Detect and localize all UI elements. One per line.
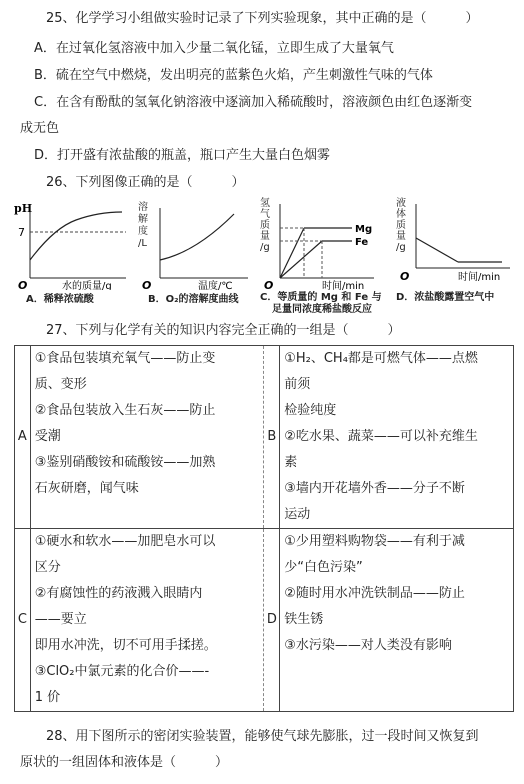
graph-a-ytick: 7: [18, 226, 25, 239]
graph-d-caption: D．浓盐酸露置空气中: [396, 292, 495, 303]
list-item: ②有腐蚀性的药液溅入眼睛内: [34, 586, 203, 601]
table-row: [15, 346, 514, 529]
q25-stem: 25、化学学习小组做实验时记录了下列实验现象，其中正确的是（ ）: [46, 11, 479, 26]
list-item: ②随时用水冲洗铁制品——防止: [284, 586, 465, 601]
list-item: ①H₂、CH₄都是可燃气体——点燃: [284, 351, 478, 366]
list-item: 检验纯度: [284, 403, 337, 418]
list-item: ①食品包装填充氧气——防止变: [34, 351, 216, 366]
graph-b-xlabel: 温度/℃: [198, 281, 233, 290]
list-item: ③鉴别硝酸铵和硫酸铵——加熟: [34, 455, 216, 470]
graph-d-ylabel: 液 体 质 量 /g: [396, 198, 406, 253]
graph-a: [14, 198, 134, 305]
graph-b-plot: [136, 198, 256, 290]
list-item: 受潮: [34, 429, 61, 444]
list-item: ③水污染——对人类没有影响: [284, 638, 452, 653]
list-item: 前须: [284, 377, 311, 392]
graph-d-xlabel: 时间/min: [458, 272, 501, 283]
q27-label-b: B: [264, 346, 280, 529]
graph-c-origin: O: [264, 279, 274, 290]
graph-a-xlabel: 水的质量/g: [62, 281, 112, 290]
graph-d-plot: [392, 198, 514, 290]
list-item: 铁生锈: [284, 612, 324, 627]
q27-label-c: C: [15, 529, 31, 712]
q27-label-d: D: [264, 529, 280, 712]
list-item: ②吃水果、蔬菜——可以补充维生: [284, 429, 478, 444]
table-row: [15, 529, 514, 712]
q25-option-d: D．打开盛有浓盐酸的瓶盖，瓶口产生大量白色烟雾: [34, 148, 331, 163]
graph-a-plot: [14, 198, 134, 290]
q28-line-1: 28、用下图所示的密闭实验装置，能够使气球先膨胀，过一段时间又恢复到: [46, 729, 479, 744]
list-item: ②食品包装放入生石灰——防止: [34, 403, 216, 418]
graph-c-ylabel: 氢 气 质 量 /g: [260, 198, 270, 253]
list-item: 即用水冲洗，切不可用手揉搓。: [34, 638, 217, 653]
list-item: 少“白色污染”: [284, 560, 363, 575]
q27-table: [14, 345, 514, 712]
graph-b-origin: O: [142, 279, 152, 290]
list-item: ③墙内开花墙外香——分子不断: [284, 481, 465, 496]
q26-stem: 26、下列图像正确的是（ ）: [46, 175, 245, 190]
q27-cell-b: [280, 346, 514, 529]
q25-option-b: B．硫在空气中燃烧，发出明亮的蓝紫色火焰，产生刺激性气味的气体: [34, 68, 433, 83]
q25-option-c: C．在含有酚酞的氢氧化钠溶液中逐滴加入稀硫酸时，溶液颜色由红色逐渐变: [34, 95, 473, 110]
list-item: ③ClO₂中氯元素的化合价——-: [34, 664, 210, 679]
graph-c-series-mg: Mg: [355, 224, 373, 235]
graph-c-caption-1: C．等质量的 Mg 和 Fe 与: [260, 292, 382, 303]
q27-stem: 27、下列与化学有关的知识内容完全正确的一组是（ ）: [46, 323, 401, 338]
list-item: 运动: [284, 507, 311, 522]
q25-option-a: A．在过氧化氢溶液中加入少量二氧化锰，立即生成了大量氧气: [34, 41, 394, 56]
graph-b-caption: B．O₂的溶解度曲线: [148, 294, 239, 305]
graph-c-plot: [256, 198, 386, 290]
graph-d: [392, 198, 514, 303]
graph-c: [256, 198, 386, 315]
list-item: 石灰研磨，闻气味: [34, 481, 139, 496]
list-item: ①少用塑料购物袋——有利于减: [284, 534, 465, 549]
q25-option-c-cont: 成无色: [20, 121, 60, 136]
list-item: 质、变形: [34, 377, 87, 392]
list-item: ①硬水和软水——加肥皂水可以: [34, 534, 216, 549]
graph-d-origin: O: [400, 270, 410, 283]
graph-c-xlabel: 时间/min: [322, 281, 365, 290]
q27-cell-d: [280, 529, 514, 712]
graph-b: [136, 198, 256, 305]
q27-cell-c: [30, 529, 264, 712]
q26-graphs: [14, 198, 514, 315]
q27-cell-a: [30, 346, 264, 529]
graph-a-ylabel: pH: [14, 202, 33, 215]
graph-a-origin: O: [18, 279, 28, 290]
q28-line-2: 原状的一组固体和液体是（ ）: [20, 755, 229, 770]
list-item: ——要立: [34, 612, 87, 627]
graph-b-ylabel: 溶 解 度 /L: [138, 202, 148, 249]
graph-c-series-fe: Fe: [355, 237, 369, 248]
graph-a-caption: A．稀释浓硫酸: [26, 294, 94, 305]
graph-c-caption-2: 足量同浓度稀盐酸反应: [272, 304, 372, 315]
list-item: 区分: [34, 560, 61, 575]
list-item: 1 价: [34, 690, 61, 705]
list-item: 素: [284, 455, 298, 470]
q27-label-a: A: [15, 346, 31, 529]
